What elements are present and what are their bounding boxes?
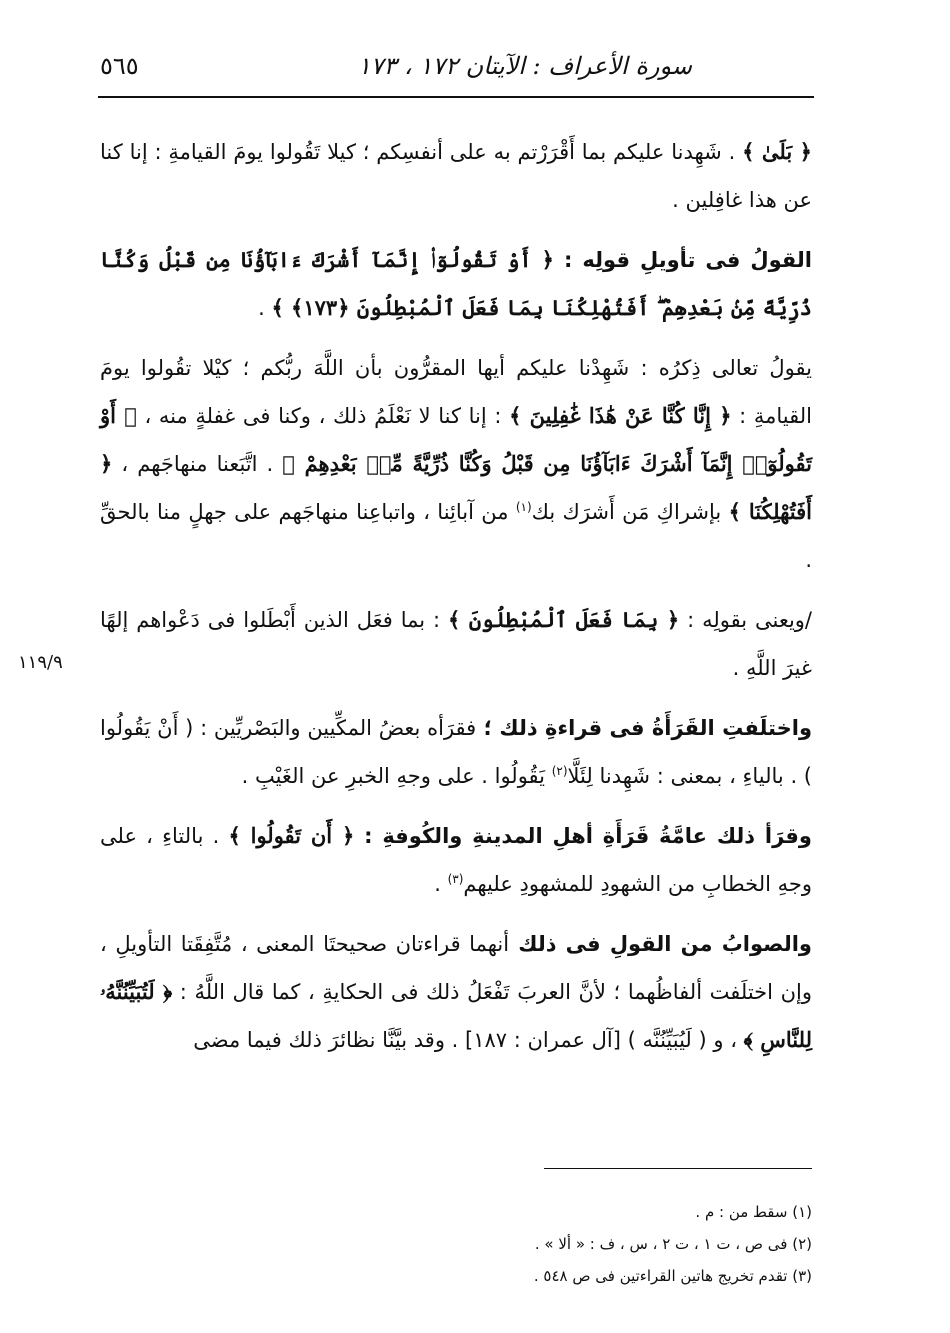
running-header (100, 52, 812, 92)
paragraph-text: . بالتاءِ ، على وجهِ الخطابِ من الشهودِ للمشهودِ عليهم (100, 824, 812, 896)
paragraph-text: ، و ( لَيُبَيِّنُنَّه ) [آل عمران : ١٨٧] . وقد بيَّنَّا نظائرَ ذلك فيما مضى (193, 1028, 744, 1052)
paragraph-text: . (434, 872, 448, 896)
footnote: (٢) فى ص ، ت ١ ، ت ٢ ، س ، ف : « ألا » . (534, 1235, 812, 1253)
footnote-marker: (٣) (447, 872, 464, 886)
quran-verse: ﴿ أَوْ تَقُولُوٓا۟ إِنَّمَآ أَشْرَكَ ءَابَآؤُنَا مِن قَبْلُ وَكُنَّا ذُرِّيَّةً مِّنۢ بَعْدِهِمْ ۖ أَفَتُهْلِكُنَا بِمَا فَعَلَ ٱلْمُبْطِلُونَ ﴿١٧٣﴾ ﴾ (100, 247, 812, 320)
paragraph-text: بإشراكِ مَن أَشرَك بك (531, 500, 729, 524)
quran-verse: ﴿ أَوْ تَقُولُوٓا۟ إِنَّمَآ أَشْرَكَ ءَابَآؤُنَا مِن قَبْلُ وَكُنَّا ذُرِّيَّةً مِّنۢ بَعْدِهِمْ ﴾ (100, 403, 812, 476)
paragraph (100, 128, 812, 224)
body-text (100, 128, 812, 1076)
paragraph-text: أنهما قراءتان صحيحتَا المعنى ، مُتَّفِقَتا التأويلِ ، وإن اختلَفت ألفاظُهما ؛ لأنَّ العربَ تَفْعَلُ ذلك فى الحكايةِ ، كما قال اللَّهُ : (100, 932, 812, 1004)
quran-verse: ﴿ إِنَّا كُنَّا عَنْ هَٰذَا غَٰفِلِينَ ﴾ (509, 403, 732, 428)
footnote-marker: (١) (515, 500, 532, 514)
quran-verse: ﴿ بِمَا فَعَلَ ٱلْمُبْطِلُونَ ﴾ (448, 607, 680, 632)
paragraph (100, 596, 812, 692)
paragraph-text: يقولُ تعالى ذِكرُه : شَهِدْنا عليكم أيها المقرُّون بأن اللَّهَ ربُّكم ؛ كيْلا تقُولوا يومَ القيامةِ : (100, 356, 812, 428)
section-heading: القولُ فى تأويلِ قولِه : (554, 248, 812, 272)
quran-verse: ﴿ لَتُبَيِّنُنَّهُۥ لِلنَّاسِ ﴾ (100, 979, 812, 1052)
footnotes (100, 1196, 812, 1292)
header-title: سورة الأعراف : الآيتان ١٧٢ ، ١٧٣ (357, 52, 692, 80)
paragraph-text: . اتَّبَعنا منهاجَهم ، (112, 452, 283, 476)
quran-verse: ﴿ أَفَتُهْلِكُنَا ﴾ (100, 451, 813, 524)
paragraph (100, 812, 812, 908)
quran-verse: ﴿ أَن تَقُولُوا ﴾ (228, 823, 355, 848)
paragraph (100, 704, 812, 800)
footnote: (٣) تقدم تخريج هاتين القراءتين فى ص ٥٤٨ . (533, 1267, 812, 1285)
section-heading: وقرَأ ذلك عامَّةُ قَرَأَةِ أهلِ المدينةِ والكُوفةِ : (354, 824, 812, 848)
paragraph-text: فقرَأه بعضُ المكِّيين والبَصْريِّين : ( أَنْ يَقُولُوا ) . بالياءِ ، بمعنى : شَهِدنا لِئَلَّا (100, 716, 812, 788)
paragraph-text: /ويعنى بقولِه : (679, 608, 813, 632)
section-heading: واختلَفتِ القَرَأَةُ فى قراءةِ ذلك ؛ (476, 716, 812, 740)
paragraph (100, 236, 812, 332)
paragraph-text: من آبائِنا ، واتباعِنا منهاجَهم على جهلٍ منا بالحقِّ . (100, 500, 812, 572)
paragraph (100, 920, 812, 1064)
paragraph-text: يَقُولُوا . على وجهِ الخبرِ عن الغَيْبِ . (241, 764, 552, 788)
footnote-marker: (٢) (551, 764, 568, 778)
paragraph-text: : بما فعَل الذين أَبْطَلوا فى دَعْواهم إلهًا غيرَ اللَّهِ . (100, 608, 812, 680)
paragraph-text: . (258, 296, 272, 320)
margin-reference: ١١٩/٩ (18, 652, 63, 673)
quran-verse: ﴿ بَلَىٰ ﴾ (742, 139, 812, 164)
page-number: ٥٦٥ (100, 52, 139, 80)
footnote: (١) سقط من : م . (695, 1203, 812, 1221)
section-heading: والصوابُ من القولِ فى ذلك (509, 932, 812, 956)
paragraph (100, 344, 812, 584)
paragraph-text: . شَهِدنا عليكم بما أَقْرَرْتم به على أنفسِكم ؛ كيلا تَقُولوا يومَ القيامةِ : إنا كنا عن هذا غافِلين . (100, 140, 812, 212)
footnote-divider (544, 1168, 812, 1169)
header-rule (98, 96, 814, 98)
paragraph-text: : إنا كنا لا نَعْلَمُ ذلك ، وكنا فى غفلةٍ منه ، (136, 404, 510, 428)
